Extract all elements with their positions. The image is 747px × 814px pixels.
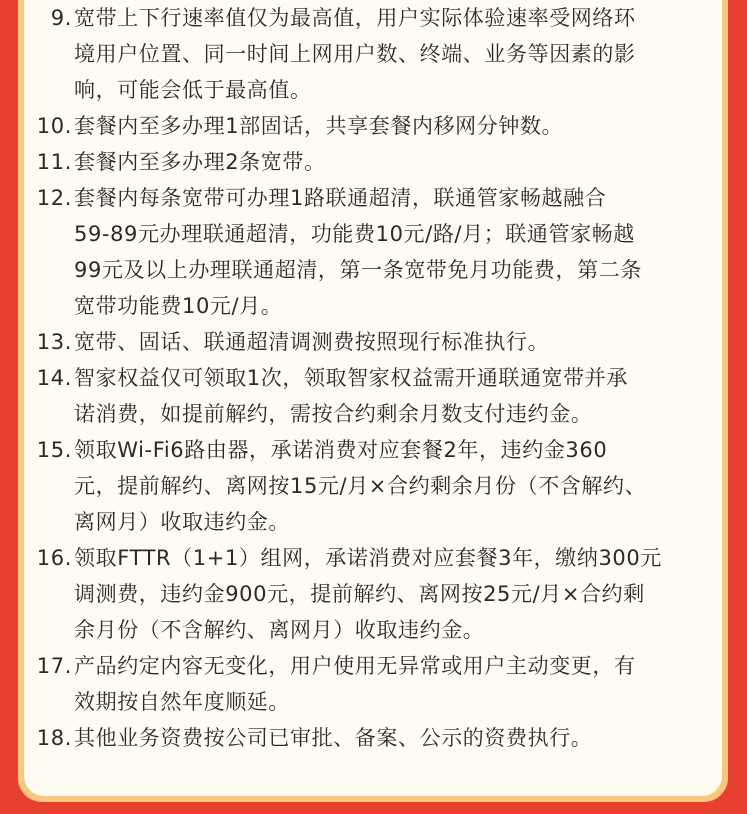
- term-text: [74, 360, 724, 432]
- term-text: [74, 720, 724, 756]
- term-item-11: [34, 144, 724, 180]
- term-item-14: [34, 360, 724, 432]
- term-text: [74, 432, 724, 540]
- term-line: 元，提前解约、离网按15元/月×合约剩余月份（不含解约、: [74, 474, 647, 498]
- term-item-18: [34, 720, 724, 756]
- term-line: 套餐内至多办理2条宽带。: [74, 150, 326, 174]
- term-line: 离网月）收取违约金。: [74, 510, 290, 534]
- term-number: 18.: [36, 726, 72, 750]
- term-text: [74, 0, 724, 108]
- term-line: 领取FTTR（1+1）组网，承诺消费对应套餐3年，缴纳300元: [74, 546, 662, 570]
- term-line: 宽带、固话、联通超清调测费按照现行标准执行。: [74, 330, 550, 354]
- term-number: 12.: [36, 186, 72, 210]
- term-item-10: [34, 108, 724, 144]
- term-line: 宽带功能费10元/月。: [74, 294, 283, 318]
- term-line: 99元及以上办理联通超清，第一条宽带免月功能费，第二条: [74, 258, 642, 282]
- term-line: 余月份（不含解约、离网月）收取违约金。: [74, 618, 485, 642]
- term-item-16: [34, 540, 724, 648]
- term-line: 调测费，违约金900元，提前解约、离网按25元/月×合约剩: [74, 582, 645, 606]
- term-number: 15.: [36, 438, 72, 462]
- term-text: [74, 144, 724, 180]
- term-item-17: [34, 648, 724, 720]
- term-number: 13.: [36, 330, 72, 354]
- term-line: 响，可能会低于最高值。: [74, 78, 312, 102]
- term-line: 境用户位置、同一时间上网用户数、终端、业务等因素的影: [74, 42, 636, 66]
- term-line: 智家权益仅可领取1次，领取智家权益需开通联通宽带并承: [74, 366, 628, 390]
- term-line: 诺消费，如提前解约，需按合约剩余月数支付违约金。: [74, 402, 593, 426]
- term-line: 效期按自然年度顺延。: [74, 690, 290, 714]
- term-text: [74, 180, 724, 324]
- term-line: 领取Wi-Fi6路由器，承诺消费对应套餐2年，违约金360: [74, 438, 608, 462]
- term-number: 9.: [50, 6, 72, 30]
- term-line: 套餐内每条宽带可办理1路联通超清，联通管家畅越融合: [74, 186, 607, 210]
- term-line: 产品约定内容无变化，用户使用无异常或用户主动变更，有: [74, 654, 636, 678]
- term-line: 套餐内至多办理1部固话，共享套餐内移网分钟数。: [74, 114, 564, 138]
- term-number: 14.: [36, 366, 72, 390]
- term-text: [74, 648, 724, 720]
- term-number: 17.: [36, 654, 72, 678]
- term-number: 11.: [36, 150, 72, 174]
- term-text: [74, 540, 724, 648]
- term-text: [74, 108, 724, 144]
- term-item-9: [34, 0, 724, 108]
- terms-list: [34, 0, 724, 756]
- term-text: [74, 324, 724, 360]
- term-line: 宽带上下行速率值仅为最高值，用户实际体验速率受网络环: [74, 6, 636, 30]
- term-number: 10.: [36, 114, 72, 138]
- term-item-13: [34, 324, 724, 360]
- term-line: 59-89元办理联通超清，功能费10元/路/月；联通管家畅越: [74, 222, 635, 246]
- term-number: 16.: [36, 546, 72, 570]
- term-item-12: [34, 180, 724, 324]
- term-line: 其他业务资费按公司已审批、备案、公示的资费执行。: [74, 726, 593, 750]
- term-item-15: [34, 432, 724, 540]
